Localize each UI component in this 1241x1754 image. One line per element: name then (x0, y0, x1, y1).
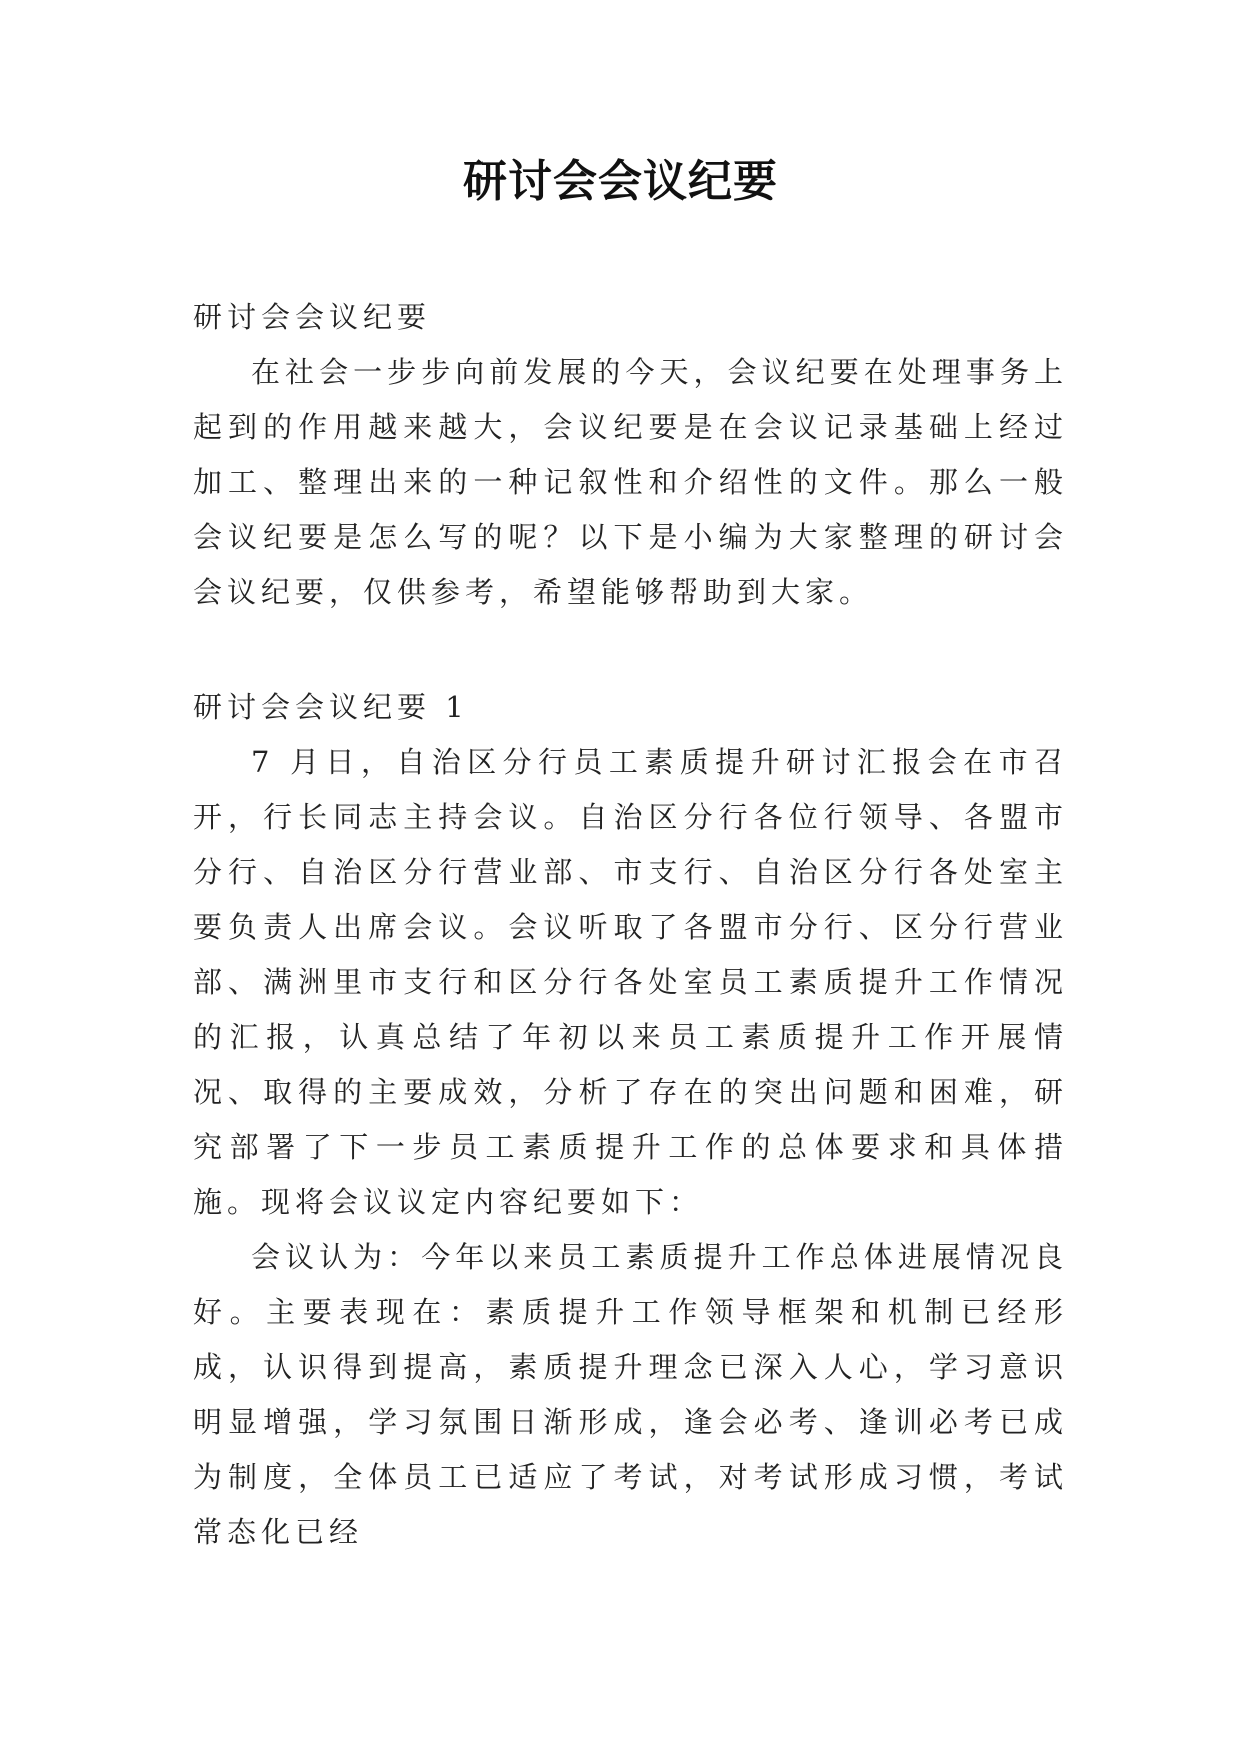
intro-heading: 研讨会会议纪要 (193, 300, 432, 334)
section-spacer (193, 620, 1068, 680)
document-body (193, 290, 1068, 1560)
document-title: 研讨会会议纪要 (463, 156, 778, 207)
section1-paragraph-2: 会议认为：今年以来员工素质提升工作总体进展情况良好。主要表现在：素质提升工作领导框架和机制已经形成，认识得到提高，素质提升理念已深入人心，学习意识明显增强，学习氛围日渐形成，逢会必考、逢训必考已成为制度，全体员工已适应了考试，对考试形成习惯，考试常态化已经 (193, 1240, 1068, 1549)
intro-paragraph: 在社会一步步向前发展的今天，会议纪要在处理事务上起到的作用越来越大，会议纪要是在会议记录基础上经过加工、整理出来的一种记叙性和介绍性的文件。那么一般会议纪要是怎么写的呢？以下是小编为大家整理的研讨会会议纪要，仅供参考，希望能够帮助到大家。 (193, 355, 1068, 609)
section1-heading: 研讨会会议纪要 1 (193, 690, 469, 724)
section1-paragraph-1: 7 月日，自治区分行员工素质提升研讨汇报会在市召开，行长同志主持会议。自治区分行各位行领导、各盟市分行、自治区分行营业部、市支行、自治区分行各处室主要负责人出席会议。会议听取了各盟市分行、区分行营业部、满洲里市支行和区分行各处室员工素质提升工作情况的汇报，认真总结了年初以来员工素质提升工作开展情况、取得的主要成效，分析了存在的突出问题和困难，研究部署了下一步员工素质提升工作的总体要求和具体措施。现将会议议定内容纪要如下： (193, 745, 1068, 1219)
